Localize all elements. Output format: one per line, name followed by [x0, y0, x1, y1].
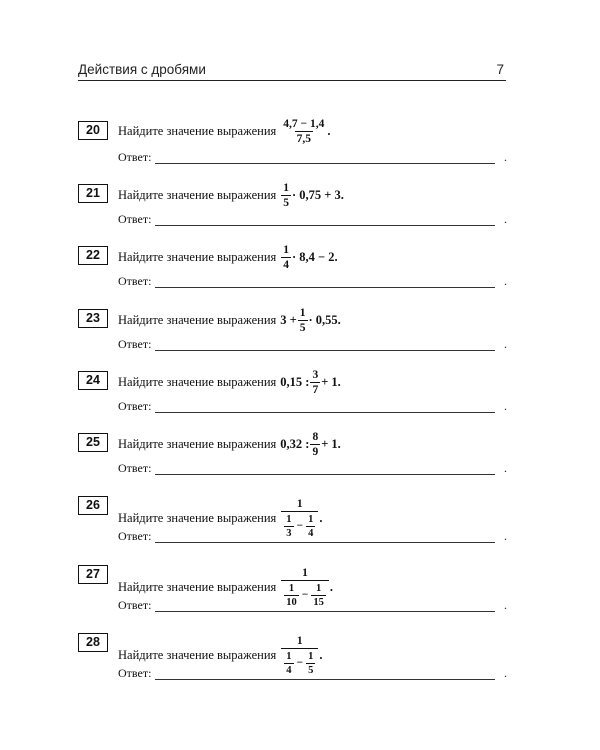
task-number: 20 [78, 121, 108, 140]
numerator: 1 [302, 566, 308, 579]
denominator: 5 [299, 321, 306, 334]
answer-label: Ответ: [118, 666, 152, 680]
answer-label: Ответ: [118, 212, 152, 226]
answer-label: Ответ: [118, 274, 152, 288]
answer-field[interactable] [118, 530, 518, 544]
task-25 [78, 430, 518, 493]
task-number: 26 [78, 496, 108, 515]
task-22 [78, 243, 518, 306]
question-prompt: Найдите значение выражения [118, 312, 277, 327]
task-28 [78, 633, 518, 693]
answer-end-dot: . [504, 666, 507, 680]
expression [280, 307, 341, 334]
numerator: 1 [296, 497, 303, 510]
denominator: 7 [312, 383, 319, 396]
numerator: 1 [288, 582, 295, 594]
answer-field[interactable] [118, 338, 518, 352]
section-title: Действия с дробями [78, 62, 206, 77]
answer-field[interactable] [118, 667, 518, 681]
answer-end-dot: . [504, 598, 507, 612]
answer-label: Ответ: [118, 529, 152, 543]
task-number: 25 [78, 433, 108, 452]
task-24 [78, 368, 518, 431]
expression-tail: . [329, 579, 333, 594]
task-number: 22 [78, 246, 108, 265]
answer-end-dot: . [504, 150, 507, 164]
expression [280, 244, 337, 271]
denominator: 7,5 [296, 132, 311, 145]
fraction [281, 182, 291, 209]
numerator: 1 [308, 513, 314, 525]
numerator: 3 [312, 368, 319, 381]
minus-sign: − [296, 657, 304, 669]
answer-end-dot: . [504, 337, 507, 351]
answer-end-dot: . [504, 529, 507, 543]
answer-end-dot: . [504, 461, 507, 475]
answer-label: Ответ: [118, 399, 152, 413]
question-prompt: Найдите значение выражения [118, 187, 277, 202]
task-number: 23 [78, 309, 108, 328]
question [118, 117, 331, 145]
expression-tail: . [327, 123, 331, 138]
task-number: 21 [78, 184, 108, 203]
fraction [310, 369, 320, 396]
answer-end-dot: . [504, 399, 507, 413]
task-21 [78, 181, 518, 244]
question-prompt: Найдите значение выражения [118, 579, 277, 594]
expression-tail: . [319, 510, 323, 525]
fraction [281, 244, 291, 271]
answer-line[interactable] [155, 350, 495, 351]
task-20 [78, 117, 518, 181]
expression-tail: + 1. [321, 374, 341, 389]
expression-tail: · 0,55. [308, 312, 341, 327]
denominator: 5 [283, 196, 290, 209]
task-27 [78, 565, 518, 625]
answer-label: Ответ: [118, 150, 152, 164]
answer-field[interactable] [118, 462, 518, 476]
answer-field[interactable] [118, 275, 518, 289]
question-prompt: Найдите значение выражения [118, 510, 277, 525]
fraction [298, 307, 308, 334]
answer-label: Ответ: [118, 461, 152, 475]
answer-field[interactable] [118, 599, 518, 613]
fraction [281, 118, 326, 145]
expression-lead: 0,15 : [280, 374, 310, 389]
question-prompt: Найдите значение выражения [118, 249, 277, 264]
answer-field[interactable] [118, 400, 518, 414]
answer-field[interactable] [118, 151, 518, 165]
answer-label: Ответ: [118, 337, 152, 351]
answer-label: Ответ: [118, 598, 152, 612]
numerator: 1 [286, 513, 292, 525]
answer-end-dot: . [504, 212, 507, 226]
numerator: 1 [286, 650, 292, 662]
expression [280, 182, 344, 209]
expression [280, 369, 341, 396]
expression-tail: . [319, 647, 323, 662]
question [118, 430, 341, 458]
answer-line[interactable] [155, 679, 495, 680]
question-prompt: Найдите значение выражения [118, 374, 277, 389]
denominator: 4 [308, 527, 314, 539]
task-number: 27 [78, 565, 108, 584]
answer-line[interactable] [155, 474, 495, 475]
question [118, 243, 338, 271]
question-prompt: Найдите значение выражения [118, 647, 277, 662]
numerator: 4,7 − 1,4 [283, 117, 325, 130]
denominator: 4 [283, 258, 290, 271]
numerator: 1 [283, 181, 290, 194]
denominator: 4 [286, 664, 292, 676]
question-prompt: Найдите значение выражения [118, 123, 277, 138]
denominator: 5 [308, 664, 314, 676]
answer-line[interactable] [155, 412, 495, 413]
expression-lead: 0,32 : [280, 436, 310, 451]
answer-line[interactable] [155, 287, 495, 288]
denominator: 9 [312, 445, 319, 458]
denominator: 10 [286, 596, 297, 608]
numerator: 1 [308, 650, 314, 662]
question-prompt: Найдите значение выражения [118, 436, 277, 451]
expression-tail: · 0,75 + 3. [292, 187, 344, 202]
denominator: 3 [286, 527, 292, 539]
expression-lead: 3 + [280, 312, 297, 327]
task-26 [78, 496, 518, 556]
answer-field[interactable] [118, 213, 518, 227]
page-number: 7 [496, 62, 504, 77]
expression-tail: · 8,4 − 2. [292, 249, 338, 264]
question [118, 368, 341, 396]
answer-line[interactable] [155, 611, 495, 612]
expression-tail: + 1. [321, 436, 341, 451]
fraction [310, 431, 320, 458]
numerator: 1 [315, 582, 322, 594]
page-header [78, 60, 506, 81]
answer-line[interactable] [155, 225, 495, 226]
numerator: 1 [299, 306, 306, 319]
task-23 [78, 306, 518, 369]
minus-sign: − [296, 520, 304, 532]
answer-line[interactable] [155, 163, 495, 164]
denominator: 15 [313, 596, 324, 608]
numerator: 8 [312, 430, 319, 443]
task-number: 24 [78, 371, 108, 390]
task-number: 28 [78, 633, 108, 652]
numerator: 1 [283, 243, 290, 256]
question [118, 181, 344, 209]
expression [280, 118, 330, 145]
minus-sign: − [301, 589, 309, 601]
answer-end-dot: . [504, 274, 507, 288]
numerator: 1 [296, 634, 303, 647]
answer-line[interactable] [155, 542, 495, 543]
expression [280, 431, 341, 458]
question [118, 306, 341, 334]
